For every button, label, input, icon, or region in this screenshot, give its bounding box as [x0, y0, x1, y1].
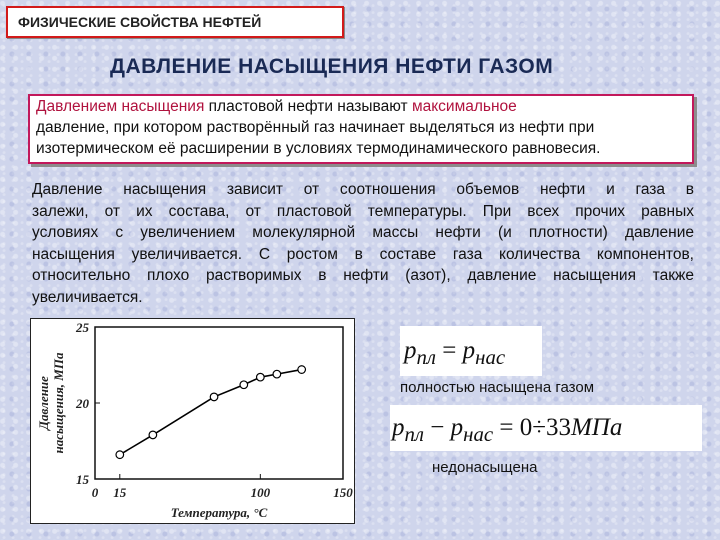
paragraph-line: относительно плохо растворимых в нефти (азот), давление насыщения также — [32, 267, 694, 284]
data-point — [298, 366, 306, 374]
formula-var: p — [392, 414, 405, 441]
formula-var: p — [462, 337, 476, 364]
data-point — [116, 451, 124, 459]
data-point — [273, 370, 281, 378]
pressure-temperature-chart — [31, 319, 356, 525]
paragraph-line: насыщения увеличивается. С ростом в составе газа количества компонентов, — [32, 245, 694, 263]
paragraph-line: Давление насыщения зависит от соотношения объемов нефти и газа в — [32, 181, 694, 198]
formula-operator: = — [436, 337, 463, 364]
definition-line-2: давление, при котором растворённый газ начинает выделяться из нефти при — [36, 119, 595, 136]
x-axis-label: Температура, °С — [170, 505, 268, 520]
definition-text: пластовой нефти называют — [204, 98, 412, 115]
y-tick-label: 15 — [76, 472, 89, 487]
data-point — [257, 373, 265, 381]
formula-range-sign: ÷ — [532, 414, 546, 441]
formula-undersaturated — [390, 405, 702, 451]
formula-unit: МПа — [570, 414, 623, 441]
data-point — [240, 381, 248, 389]
x-tick-label: 0 — [91, 485, 99, 500]
formula-saturated — [400, 326, 542, 376]
formula-equals: = 0 — [493, 414, 533, 441]
definition-box — [28, 94, 694, 164]
paragraph-line: увеличивается. — [32, 288, 143, 306]
formula-caption-saturated: полностью насыщена газом — [400, 379, 595, 396]
y-axis-label: насыщения, МПа — [51, 352, 66, 454]
plot-frame — [95, 327, 343, 479]
y-tick-label: 25 — [76, 320, 89, 335]
formula-sub: нас — [475, 345, 506, 369]
x-tick-label: 15 — [113, 485, 127, 500]
definition-line-1 — [36, 96, 686, 117]
series-line — [120, 370, 302, 455]
definition-highlight: максимальное — [411, 98, 517, 115]
data-point — [210, 393, 218, 401]
formula-var: p — [404, 337, 417, 364]
formula-var: p — [450, 414, 464, 441]
section-tag: ФИЗИЧЕСКИЕ СВОЙСТВА НЕФТЕЙ — [6, 6, 344, 38]
chart-panel — [30, 318, 355, 524]
description-paragraph — [32, 179, 694, 308]
data-point — [149, 431, 157, 439]
y-axis-label: Давление — [36, 376, 51, 430]
paragraph-line: залежи, от их состава, от пластовой температуры. При всех прочих равных — [32, 202, 694, 220]
x-tick-label: 100 — [250, 485, 271, 500]
x-tick-label: 150 — [333, 485, 353, 500]
formula-sub: нас — [463, 422, 494, 446]
formula-caption-undersaturated: недонасыщена — [432, 459, 538, 476]
y-tick-label: 20 — [76, 396, 89, 411]
formula-sub: пл — [416, 345, 436, 369]
formula-value: 33 — [545, 414, 571, 441]
paragraph-line: условиях с увеличением молекулярной массы нефти (и плотности) давление — [32, 224, 694, 241]
page-title: ДАВЛЕНИЕ НАСЫЩЕНИЯ НЕФТИ ГАЗОМ — [110, 55, 554, 78]
formula-sub: пл — [404, 422, 424, 446]
formula-operator: − — [424, 414, 451, 441]
definition-line-3: изотермическом её расширении в условиях термодинамического равновесия. — [36, 140, 601, 157]
definition-term: Давлением насыщения — [36, 98, 205, 115]
